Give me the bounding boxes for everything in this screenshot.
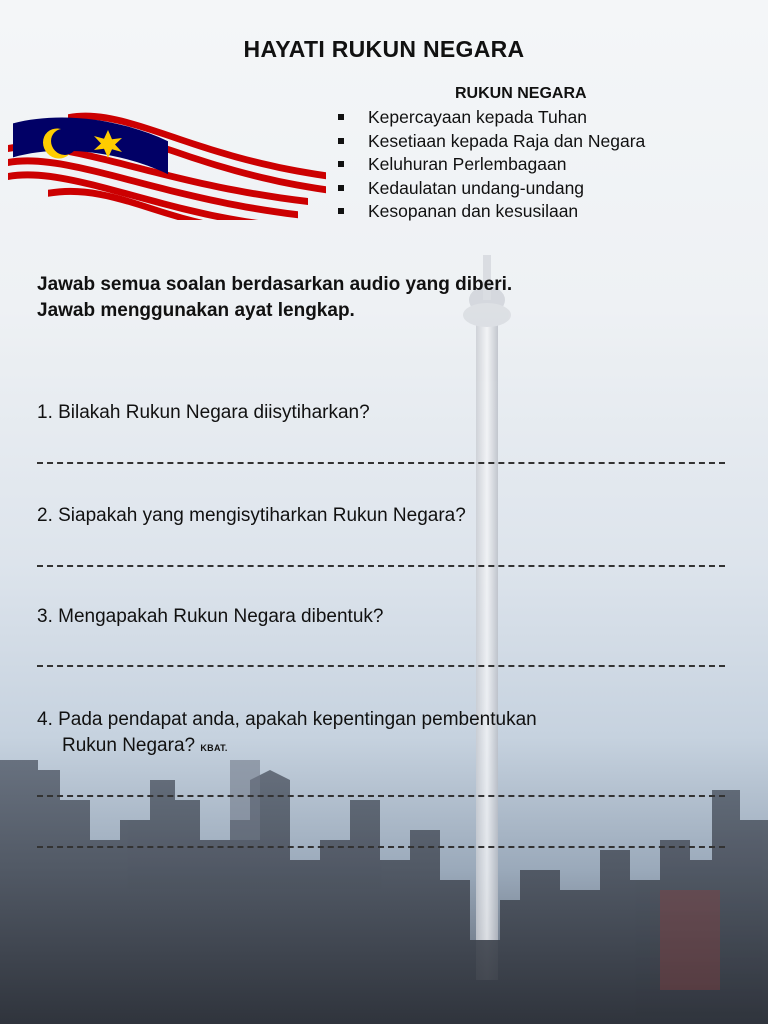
- malaysia-flag-icon: [8, 105, 326, 220]
- question-3: 3. Mengapakah Rukun Negara dibentuk?: [37, 606, 384, 627]
- rukun-negara-item: Kesetiaan kepada Raja dan Negara: [338, 130, 645, 154]
- answer-line-2[interactable]: [37, 565, 725, 567]
- kbat-tag: KBAT.: [200, 743, 228, 753]
- question-4: [37, 707, 537, 761]
- rukun-negara-heading: RUKUN NEGARA: [455, 85, 587, 102]
- rukun-negara-item: Kepercayaan kepada Tuhan: [338, 106, 645, 130]
- rukun-negara-item: Kedaulatan undang-undang: [338, 177, 645, 201]
- rukun-negara-list: [338, 106, 645, 224]
- question-4-text: 4. Pada pendapat anda, apakah kepentingan pembentukan: [37, 709, 537, 730]
- instruction-line: Jawab semua soalan berdasarkan audio yang diberi.: [37, 274, 513, 295]
- page-title: HAYATI RUKUN NEGARA: [243, 36, 525, 62]
- instruction-line: Jawab menggunakan ayat lengkap.: [37, 300, 355, 321]
- question-4-continuation: Rukun Negara?: [62, 735, 196, 756]
- rukun-negara-item: Kesopanan dan kesusilaan: [338, 200, 645, 224]
- question-2: 2. Siapakah yang mengisytiharkan Rukun Negara?: [37, 505, 466, 526]
- answer-line-4a[interactable]: [37, 795, 725, 797]
- rukun-negara-item: Keluhuran Perlembagaan: [338, 153, 645, 177]
- answer-line-3[interactable]: [37, 665, 725, 667]
- instructions: [37, 272, 512, 324]
- question-1: 1. Bilakah Rukun Negara diisytiharkan?: [37, 402, 370, 423]
- answer-line-1[interactable]: [37, 462, 725, 464]
- answer-line-4b[interactable]: [37, 846, 725, 848]
